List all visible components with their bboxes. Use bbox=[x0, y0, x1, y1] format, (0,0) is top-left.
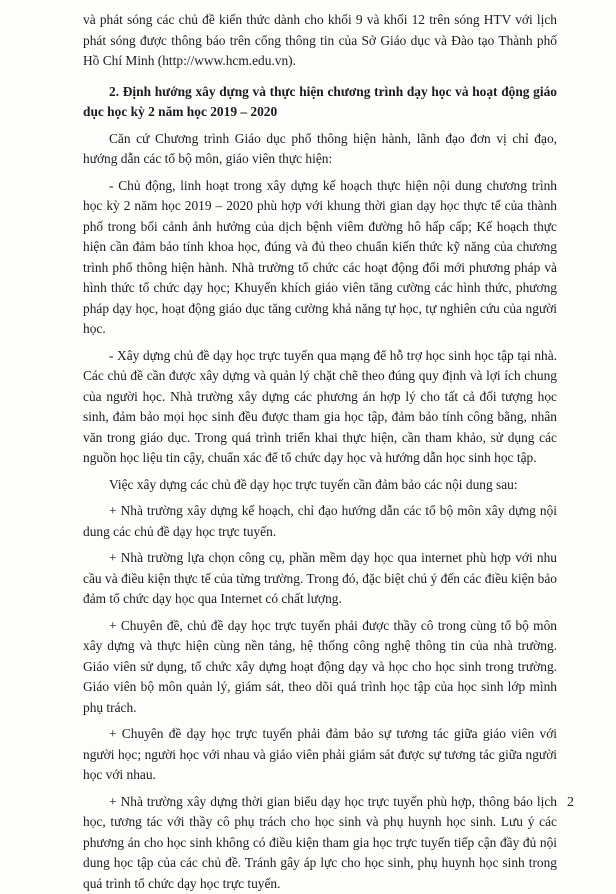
paragraph-intro: Căn cứ Chương trình Giáo dục phổ thông hiện hành, lãnh đạo đơn vị chỉ đạo, hướng dẫn các tổ bộ môn, giáo viên thực hiện: bbox=[83, 129, 557, 170]
paragraph-item-online-topics: - Xây dựng chủ đề dạy học trực tuyến qua mạng để hỗ trợ học sinh học tập tại nhà. Các chủ đề cần được xây dựng và quản lý chặt chẽ theo đúng quy định và lợi ích chung của người học. Nhà trường xây dựng các phương án hợp lý cho tất cả đối tượng học sinh, đảm bảo mọi học sinh đều được tham gia học tập, đảm bảo tính công bằng, nhân văn trong giáo dục. Trong quá trình triển khai thực hiện, cần tham khảo, sử dụng các nguồn học liệu tin cậy, chuẩn xác để tổ chức dạy học và hướng dẫn học sinh học tập. bbox=[83, 346, 557, 469]
paragraph-sub-item-4: + Chuyên đề dạy học trực tuyến phải đảm bảo sự tương tác giữa giáo viên với người học; người học với nhau và giáo viên phải giám sát được sự tương tác giữa người học với nhau. bbox=[83, 724, 557, 786]
paragraph-sub-item-3: + Chuyên đề, chủ đề dạy học trực tuyến phải được thầy cô trong cùng tổ bộ môn xây dựng và thực hiện cùng nền tảng, hệ thống công nghệ thông tin của nhà trường. Giáo viên sử dụng, tổ chức xây dựng hoạt động dạy và học cho học sinh trong trường. Giáo viên bộ môn quản lý, giám sát, theo dõi quá trình học tập của học sinh lớp mình phụ trách. bbox=[83, 616, 557, 719]
section-heading: 2. Định hướng xây dựng và thực hiện chương trình dạy học và hoạt động giáo dục học kỳ 2 năm học 2019 – 2020 bbox=[83, 82, 557, 123]
paragraph-continuation: và phát sóng các chủ đề kiến thức dành cho khối 9 và khối 12 trên sóng HTV với lịch phát sóng được thông báo trên cổng thông tin của Sở Giáo dục và Đào tạo Thành phố Hồ Chí Minh (http://www.hcm.edu.vn). bbox=[83, 10, 557, 72]
paragraph-item-planning: - Chủ động, linh hoạt trong xây dựng kế hoạch thực hiện nội dung chương trình học kỳ 2 năm học 2019 – 2020 phù hợp với khung thời gian dạy học thực tế của thành phố trong bối cảnh ảnh hưởng của dịch bệnh viêm đường hô hấp cấp; Kế hoạch thực hiện cần đảm bảo tính khoa học, đúng và đủ theo chuẩn kiến thức kỹ năng của chương trình phổ thông hiện hành. Nhà trường tổ chức các hoạt động đổi mới phương pháp và hình thức tổ chức dạy học; Khuyến khích giáo viên tăng cường các hình thức, phương pháp dạy học, hoạt động giáo dục tăng cường khả năng tự học, tự nghiên cứu của người học. bbox=[83, 176, 557, 340]
document-body bbox=[83, 10, 557, 894]
paragraph-requirements-lead: Việc xây dựng các chủ đề dạy học trực tuyến cần đảm bảo các nội dung sau: bbox=[83, 475, 557, 496]
page-number: 2 bbox=[567, 795, 574, 811]
paragraph-sub-item-2: + Nhà trường lựa chọn công cụ, phần mềm dạy học qua internet phù hợp với nhu cầu và điều kiện thực tế của từng trường. Trong đó, đặc biệt chú ý đến các điều kiện bảo đảm tổ chức dạy học qua Internet có chất lượng. bbox=[83, 548, 557, 610]
paragraph-sub-item-5: + Nhà trường xây dựng thời gian biểu dạy học trực tuyến phù hợp, thông báo lịch học, tương tác với thầy cô phụ trách cho học sinh và phụ huynh học sinh. Lưu ý các phương án cho học sinh không có điều kiện tham gia học trực tuyến tiếp cận đầy đủ nội dung học tập của các chủ đề. Tránh gây áp lực cho học sinh, phụ huynh học sinh trong quá trình tổ chức dạy học trực tuyến. bbox=[83, 792, 557, 894]
paragraph-sub-item-1: + Nhà trường xây dựng kế hoạch, chỉ đạo hướng dẫn các tổ bộ môn xây dựng nội dung các chủ đề dạy học trực tuyến. bbox=[83, 501, 557, 542]
